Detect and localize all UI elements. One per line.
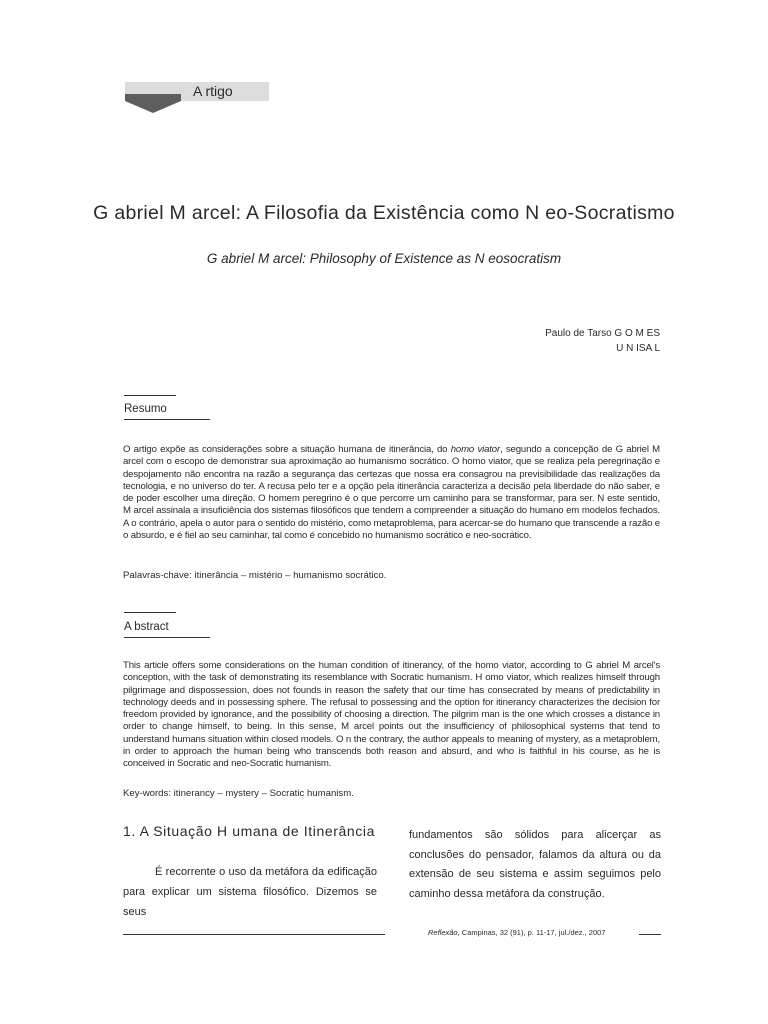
- author-name: Paulo de Tarso G O M ES: [545, 328, 660, 339]
- body-left-column-text: É recorrente o uso da metáfora da edificação para explicar um sistema filosófico. Dizemos se seus: [123, 866, 377, 918]
- article-subtitle: G abriel M arcel: Philosophy of Existence as N eosocratism: [206, 251, 562, 266]
- author-affiliation: U N ISA L: [616, 343, 660, 354]
- section-tab-marker: [125, 94, 181, 101]
- resumo-text-italic: homo viator: [450, 444, 501, 455]
- abstract-bottom-rule: [124, 637, 210, 638]
- abstract-heading: A bstract: [124, 621, 169, 633]
- footer-left-rule: [123, 934, 385, 935]
- resumo-bottom-rule: [124, 419, 210, 420]
- resumo-keywords: Palavras-chave: itinerância – mistério – humanismo socrático.: [123, 570, 387, 581]
- footer-journal: Reflexão: [428, 928, 458, 937]
- body-section-heading: 1. A Situação H umana de Itinerância: [123, 823, 375, 839]
- resumo-text-part-1: O artigo expõe as considerações sobre a situação humana de itinerância, do: [123, 444, 451, 455]
- section-tab-label: A rtigo: [193, 83, 233, 99]
- resumo-top-rule: [124, 395, 176, 396]
- resumo-text-part-2: , segundo a concepção de G abriel M arcel com o escopo de demonstrar sua aproximação ao humanismo socrático. O homo viator, que se realiza pela peregrinação e despojamento não encontra na razão a segurança das certezas que nossa era consagrou na previsibilidade das realizações da tecnologia, e no universo do ter. A recusa pelo ter e a opção pela itinerância caracteriza a decisão pela liberdade do não saber, e de poder escolher uma direção. O homem peregrino é o que percorre um caminho para se transformar, para ser. N este sentido, M arcel assinala a insuficiência dos sistemas filosóficos que tendem a compreender a situação do humano em modelos fechados. A o contrário, apela o autor para o sentido do mistério, como metaproblema, para acercar-se do humano que transcende a razão e o absurdo, e é fiel ao seu caminhar, tal como é concebido no humanismo socrático e neo-socrático.: [123, 444, 660, 542]
- body-right-column: fundamentos são sólidos para alicerçar as conclusões do pensador, falamos da altura ou da extensão de seu sistema e assim seguimos pelo caminho dessa metáfora da construção.: [409, 829, 661, 900]
- abstract-text: This article offers some considerations on the human condition of itinerancy, of the homo viator, according to G abriel M arcel's conception, with the task of demonstrating its resemblance with Socratic humanism. H omo viator, which realizes himself through pilgrimage and dispossession, does not founds in reason the safety that our time has consecrated by means of predictability in technology deeds and in possessing sphere. The refusal to possessing and the option for itinerancy characterizes the decision for freedom provided by ignorance, and the possibility of choosing a direction. The pilgrim man is the one which crosses a distance in order to change himself, to being. In this sense, M arcel points out the insufficiency of philosophical systems that tend to understand humans situation within closed models. O n the contrary, the author appeals to meaning of mystery, as a metaproblem, in order to approach the human being who transcends both reason and absurd, and who is faithful in his course, as he is conceived in Socratic and neo-Socratic humanism.: [123, 660, 660, 770]
- section-tab: [125, 82, 269, 101]
- section-tab-arrow-icon: [125, 101, 181, 113]
- footer-right-rule: [639, 934, 661, 935]
- footer-citation: [428, 928, 605, 937]
- footer-citation-details: , Campinas, 32 (91), p. 11-17, jul./dez., 2007: [457, 928, 606, 937]
- resumo-text: [123, 444, 660, 542]
- abstract-keywords: Key-words: itinerancy – mystery – Socratic humanism.: [123, 788, 354, 799]
- article-title: G abriel M arcel: A Filosofia da Existência como N eo-Socratismo: [93, 202, 675, 224]
- abstract-top-rule: [124, 612, 176, 613]
- resumo-heading: Resumo: [124, 403, 167, 415]
- author-block: [545, 326, 660, 356]
- body-left-column: [123, 862, 377, 922]
